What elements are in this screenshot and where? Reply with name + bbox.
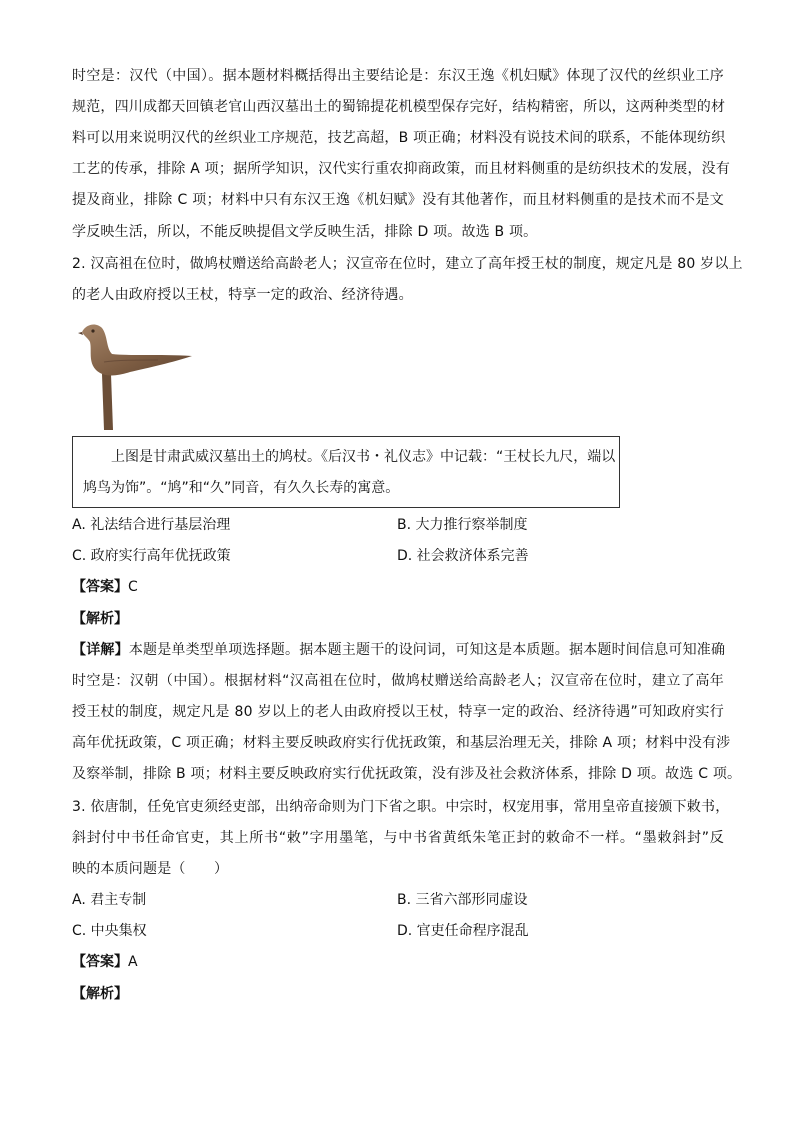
detail-line: 及察举制，排除 B 项；材料主要反映政府实行优抚政策，没有涉及社会救济体系，排除 D 项。故选 C 项。	[72, 766, 742, 782]
answer-line	[72, 577, 138, 597]
question-stem-line: 映的本质问题是（ ）	[72, 861, 229, 877]
material-box	[72, 436, 620, 508]
option-d[interactable]: D. 官吏任命程序混乱	[397, 923, 529, 939]
option-b[interactable]: B. 大力推行察举制度	[397, 517, 528, 533]
option-a[interactable]: A. 君主专制	[72, 892, 147, 908]
material-line: 上图是甘肃武威汉墓出土的鸠杖。《后汉书・礼仪志》中记载：“王杖长九尺，端以	[111, 449, 616, 465]
answer-value: C	[128, 579, 138, 595]
detail-label: 【详解】	[72, 642, 129, 658]
analysis-label: 【解析】	[72, 986, 128, 1002]
text-line: 工艺的传承，排除 A 项；据所学知识，汉代实行重农抑商政策，而且材料侧重的是纺织技术的发展，没有	[72, 161, 731, 177]
text-line: 时空是：汉代（中国）。据本题材料概括得出主要结论是：东汉王逸《机妇赋》体现了汉代的丝织业工序	[72, 68, 724, 84]
answer-label: 【答案】	[72, 954, 128, 970]
option-c[interactable]: C. 政府实行高年优抚政策	[72, 548, 231, 564]
question-stem-line: 3. 依唐制，任免官吏须经吏部，出纳帝命则为门下省之职。中宗时，权宠用事，常用皇帝直接颁下敕书，	[72, 799, 730, 815]
option-b[interactable]: B. 三省六部形同虚设	[397, 892, 528, 908]
answer-value: A	[128, 954, 138, 970]
detail-line: 【详解】本题是单类型单项选择题。据本题主题干的设问词，可知这是本质题。据本题时间信息可知准确	[72, 642, 726, 658]
answer-line	[72, 952, 138, 972]
detail-line: 高年优抚政策，C 项正确；材料主要反映政府实行优抚政策，和基层治理无关，排除 A 项；材料中没有涉	[72, 735, 731, 751]
answer-label: 【答案】	[72, 579, 128, 595]
text-line: 提及商业，排除 C 项；材料中只有东汉王逸《机妇赋》没有其他著作，而且材料侧重的是技术而不是文	[72, 192, 724, 208]
text-line: 学反映生活，所以，不能反映提倡文学反映生活，排除 D 项。故选 B 项。	[72, 224, 538, 240]
question-stem-line: 2. 汉高祖在位时，做鸠杖赠送给高龄老人；汉宣帝在位时，建立了高年授王杖的制度，规定凡是 80 岁以上	[72, 256, 743, 272]
question-stem-line: 的老人由政府授以王杖，特享一定的政治、经济待遇。	[72, 287, 413, 303]
option-a[interactable]: A. 礼法结合进行基层治理	[72, 517, 231, 533]
detail-line: 时空是：汉朝（中国）。根据材料“汉高祖在位时，做鸠杖赠送给高龄老人；汉宣帝在位时，建立了高年	[72, 673, 724, 689]
option-d[interactable]: D. 社会救济体系完善	[397, 548, 529, 564]
dove-staff-image	[78, 318, 196, 430]
text-line: 规范，四川成都天回镇老官山西汉墓出土的蜀锦提花机模型保存完好，结构精密，所以，这两种类型的材	[72, 99, 726, 115]
text-line: 料可以用来说明汉代的丝织业工序规范，技艺高超，B 项正确；材料没有说技术间的联系，不能体现纺织	[72, 130, 726, 146]
option-c[interactable]: C. 中央集权	[72, 923, 147, 939]
question-stem-line: 斜封付中书任命官吏，其上所书“敕”字用墨笔，与中书省黄纸朱笔正封的敕命不一样。“墨敕斜封”反	[72, 830, 724, 846]
detail-line: 授王杖的制度，规定凡是 80 岁以上的老人由政府授以王杖，特享一定的政治、经济待遇”可知政府实行	[72, 704, 724, 720]
material-line: 鸠鸟为饰”。“鸠”和“久”同音，有久久长寿的寓意。	[83, 480, 400, 496]
analysis-label: 【解析】	[72, 611, 128, 627]
